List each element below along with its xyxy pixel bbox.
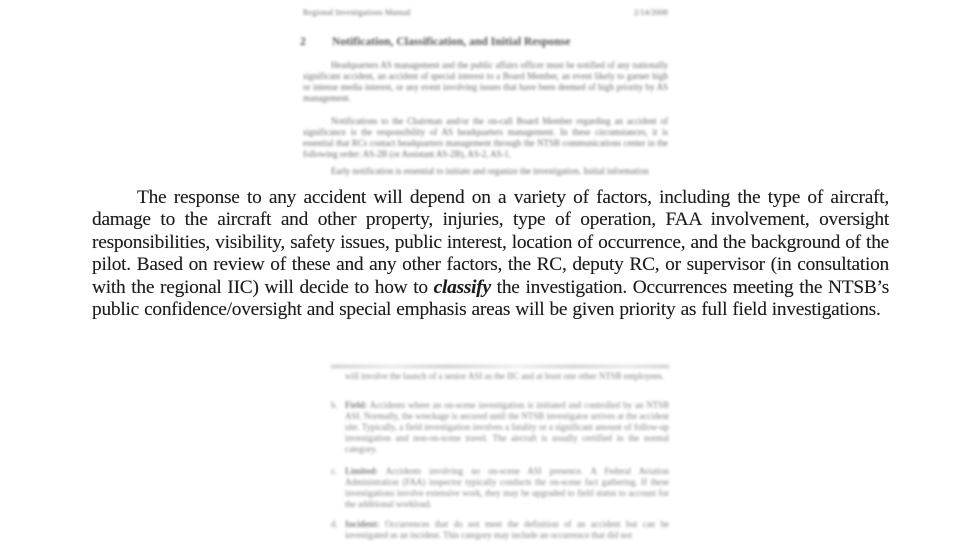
focus-paragraph <box>92 187 889 321</box>
list-item-label: Limited: <box>345 466 379 476</box>
list-item-letter: d. <box>331 519 338 529</box>
list-item-text: Accidents involving no on-scene ASI presence. A Federal Aviation Administration (FAA) inspector typically conducts the on-scene fact gathering. If these investigations involve extensive work, they may be upgraded to field status to account for the additional workload. <box>345 466 669 509</box>
section-number: 2 <box>300 35 306 48</box>
list-item-letter: c. <box>331 466 338 476</box>
list-item-incident <box>331 519 669 541</box>
page-header <box>303 8 668 17</box>
section-heading <box>300 35 680 48</box>
blurred-paragraph-early-notification: Early notification is essential to initiate and organize the investigation. Initial information <box>331 166 649 176</box>
list-continuation-text: will involve the launch of a senior ASI as the IIC and at least one other NTSB employees. <box>345 371 664 381</box>
blurred-paragraph-chairman: Notifications to the Chairman and/or the on-call Board Member regarding an accident of significance is the responsibility of AS headquarters management. In these circumstances, it is essential that RCs contact headquarters management through the NTSB communications center in the following order: AS-2B (or Assistant AS-2B), AS-2, AS-1. <box>303 116 668 159</box>
section-title: Notification, Classification, and Initial Response <box>332 35 571 48</box>
list-item-field <box>331 400 669 455</box>
list-item-text: Accidents where an on-scene investigation is initiated and controlled by an NTSB ASI. Normally, the wreckage is secured until the NTSB investigator arrives at the accident site. Typically, a field investigation involves a fatality or a significant amount of follow-up investigation and non-on-scene travel. The aircraft is usually certified in the normal category. <box>345 400 669 454</box>
focus-paragraph-emphasis-classify: classify <box>433 276 491 298</box>
list-item-label: Incident: <box>345 519 380 529</box>
list-item-label: Field: <box>345 400 368 410</box>
list-item-text: Occurrences that do not meet the definition of an accident but can be investigated as an incident. This category may include an occurrence that did not <box>345 519 669 540</box>
blurred-paragraph-notification: Headquarters AS management and the public affairs officer must be notified of any nationally significant accident, an accident of special interest to a Board Member, an event likely to garner high or intense media interest, or any event involving issues that have been deemed of high priority by AS management. <box>303 60 668 103</box>
focus-paragraph-text-after: the investigation. Occurrences meeting the NTSB’s public confidence/oversight and special emphasis areas will be given priority as full field investigations. <box>92 276 889 321</box>
list-item-letter: b. <box>331 400 338 410</box>
focus-paragraph-text-before: The response to any accident will depend on a variety of factors, including the type of aircraft, damage to the aircraft and other property, injuries, type of operation, FAA involvement, oversight responsibilities, visibility, safety issues, public interest, location of occurrence, and the background of the pilot. Based on review of these and any other factors, the RC, deputy RC, or supervisor (in consultation with the regional IIC) will decide to how to <box>92 187 889 298</box>
header-manual-title: Regional Investigations Manual <box>303 8 411 17</box>
list-item-limited <box>331 466 669 510</box>
header-date: 2/14/2008 <box>633 8 668 17</box>
ghost-text-line <box>331 365 669 368</box>
